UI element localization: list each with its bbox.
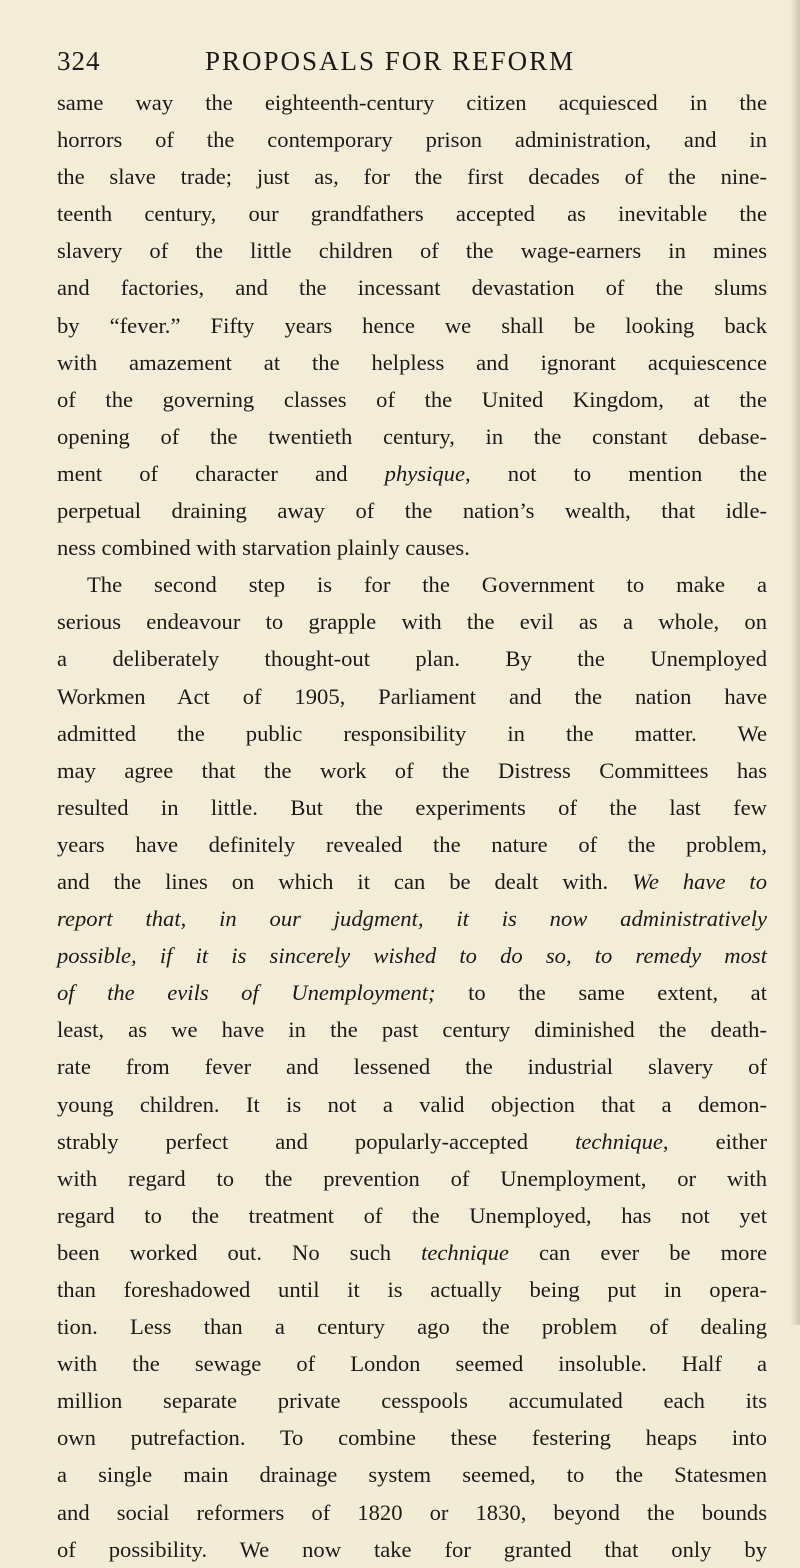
italic-text: technique [575, 1128, 663, 1154]
text-line [57, 789, 767, 826]
text-segment: serious endeavour to grapple with the evil as a whole, on [57, 609, 767, 635]
body-text [57, 84, 767, 1568]
text-line [57, 566, 767, 603]
text-line [57, 863, 767, 900]
text-line [57, 232, 767, 269]
text-segment: to the same extent, at [435, 980, 767, 1006]
text-segment: same way the eighteenth-century citizen acquiesced in the [57, 90, 767, 115]
text-line [57, 492, 767, 529]
text-segment: regard to the treatment of the Unemployed, has not yet [57, 1202, 767, 1228]
text-segment: teenth century, our grandfathers accepted as inevitable the [57, 201, 767, 227]
text-line [57, 1197, 767, 1234]
text-segment: a deliberately thought-out plan. By the Unemployed [57, 646, 767, 672]
text-line [57, 269, 767, 306]
text-line [57, 1456, 767, 1493]
italic-text: technique [421, 1239, 509, 1265]
text-segment: may agree that the work of the Distress Committees has [57, 757, 767, 783]
text-segment: admitted the public responsibility in the matter. We [57, 720, 767, 746]
text-line [57, 678, 767, 715]
text-segment: least, as we have in the past century diminished the death- [57, 1017, 767, 1043]
text-segment: ness combined with starvation plainly causes. [57, 535, 470, 561]
text-segment: strably perfect and popularly-accepted [57, 1128, 576, 1154]
text-segment: , not to mention the [464, 460, 767, 486]
text-line [57, 900, 767, 937]
text-line [57, 1308, 767, 1345]
text-segment: horrors of the contemporary prison administration, and in [57, 127, 767, 153]
text-segment: of the governing classes of the United Kingdom, at the [57, 386, 767, 412]
text-line [57, 195, 767, 232]
text-line [57, 826, 767, 863]
text-line [57, 1086, 767, 1123]
text-line [57, 937, 767, 974]
text-segment: million separate private cesspools accumulated each its [57, 1388, 767, 1414]
text-line [57, 158, 767, 195]
text-line [57, 974, 767, 1011]
italic-text: report that, in our judgment, it is now administratively [57, 906, 767, 932]
text-line [57, 1345, 767, 1382]
text-segment: Workmen Act of 1905, Parliament and the nation have [57, 683, 767, 709]
text-line [57, 640, 767, 677]
text-segment: perpetual draining away of the nation’s wealth, that idle- [57, 498, 767, 524]
text-line [57, 1123, 767, 1160]
text-segment: tion. Less than a century ago the problem of dealing [57, 1314, 767, 1340]
text-segment: own putrefaction. To combine these festering heaps into [57, 1425, 767, 1451]
text-line [57, 603, 767, 640]
text-segment: with the sewage of London seemed insoluble. Half a [57, 1351, 767, 1377]
text-line [57, 1234, 767, 1271]
text-segment: been worked out. No such [57, 1239, 422, 1265]
text-segment: and factories, and the incessant devastation of the slums [57, 275, 767, 301]
text-line [57, 344, 767, 381]
text-segment: young children. It is not a valid objection that a demon- [57, 1091, 767, 1117]
text-line [57, 1271, 767, 1308]
italic-text: We have to [632, 868, 767, 894]
text-line [57, 752, 767, 789]
text-segment: , either [662, 1128, 767, 1154]
text-line [57, 455, 767, 492]
page-header [57, 40, 757, 80]
text-segment: and social reformers of 1820 or 1830, beyond the bounds [57, 1499, 767, 1525]
text-line [57, 418, 767, 455]
text-segment: resulted in little. But the experiments of the last few [57, 794, 767, 820]
page-edge-shadow [790, 0, 800, 1325]
text-segment: the slave trade; just as, for the first decades of the nine- [57, 164, 767, 190]
text-segment: The second step is for the Government to make a [87, 572, 767, 598]
italic-text: possible, if it is sincerely wished to do so, to remedy most [57, 943, 767, 969]
text-segment: rate from fever and lessened the industrial slavery of [57, 1054, 767, 1080]
text-line [57, 1382, 767, 1419]
text-segment: than foreshadowed until it is actually being put in opera- [57, 1277, 767, 1302]
text-line [57, 381, 767, 418]
text-segment: by “fever.” Fifty years hence we shall be looking back [57, 312, 767, 338]
text-line [57, 121, 767, 158]
text-segment: years have definitely revealed the nature of the problem, [57, 831, 767, 857]
text-segment: can ever be more [508, 1239, 768, 1265]
text-segment: ment of character and [57, 460, 385, 486]
italic-text: of the evils of Unemployment; [57, 980, 436, 1006]
running-title: PROPOSALS FOR REFORM [205, 46, 576, 76]
text-segment: with regard to the prevention of Unemployment, or with [57, 1165, 767, 1191]
italic-text: physique [384, 460, 465, 486]
text-line [57, 84, 767, 121]
text-line [57, 1494, 767, 1531]
text-segment: opening of the twentieth century, in the constant debase- [57, 423, 767, 449]
text-segment: with amazement at the helpless and ignorant acquiescence [57, 349, 767, 375]
text-line [57, 1419, 767, 1456]
page-number: 324 [57, 46, 101, 76]
text-line [57, 1160, 767, 1197]
text-segment: slavery of the little children of the wage-earners in mines [57, 238, 767, 264]
text-line [57, 715, 767, 752]
text-line [57, 529, 767, 566]
text-line [57, 307, 767, 344]
text-segment: and the lines on which it can be dealt with. [57, 868, 633, 894]
text-line [57, 1011, 767, 1048]
text-line [57, 1048, 767, 1085]
text-segment: of possibility. We now take for granted that only by [57, 1536, 767, 1562]
text-segment: a single main drainage system seemed, to the Statesmen [57, 1462, 767, 1488]
text-line [57, 1531, 767, 1568]
